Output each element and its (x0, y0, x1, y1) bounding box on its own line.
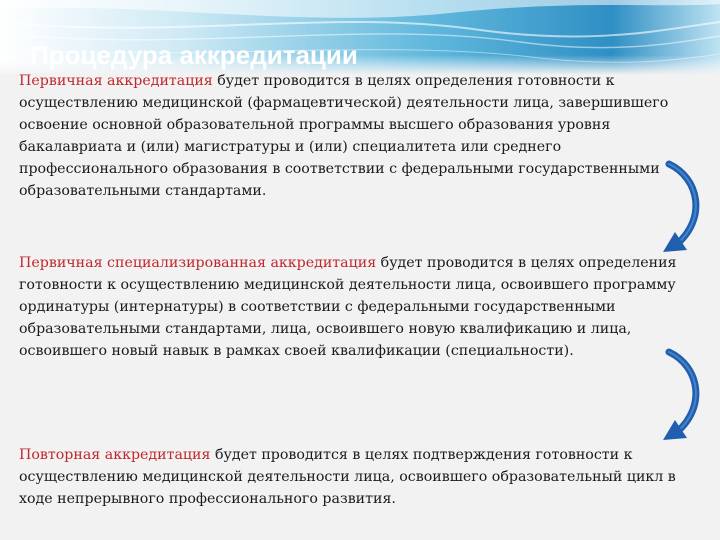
slide-title: Процедура аккредитации (30, 40, 358, 70)
paragraph-text: будет проводится в целях подтверждения готовности к осуществлению медицинской деятельности лица, освоившего образовательный цикл в ходе непрерывного профессионального развития. (19, 447, 676, 507)
paragraph-text: будет проводится в целях определения готовности к осуществлению медицинской деятельности лица, освоившего программу ординатуры (интернатуры) в соответствии с федеральными государственными образовательными стандартами, лица, освоившего новую квалификацию и лица, освоившего новый навык в рамках своей квалификации (специальности). (19, 255, 677, 359)
curved-arrow-icon (655, 160, 715, 260)
term-highlight: Первичная аккредитация (19, 73, 213, 89)
term-highlight: Первичная специализированная аккредитация (19, 255, 377, 271)
term-highlight: Повторная аккредитация (19, 447, 211, 463)
paragraph-specialized-accreditation (19, 252, 679, 362)
paragraph-text: будет проводится в целях определения готовности к осуществлению медицинской (фармацевтической) деятельности лица, завершившего освоение основной образовательной программы высшего образования уровня бакалавриата и (или) магистратуры и (или) специалитета или среднего профессионального образования в соответствии с федеральными государственными образовательными стандартами. (19, 73, 669, 199)
curved-arrow-icon (655, 348, 715, 448)
paragraph-primary-accreditation (19, 70, 679, 202)
paragraph-repeat-accreditation (19, 444, 679, 510)
